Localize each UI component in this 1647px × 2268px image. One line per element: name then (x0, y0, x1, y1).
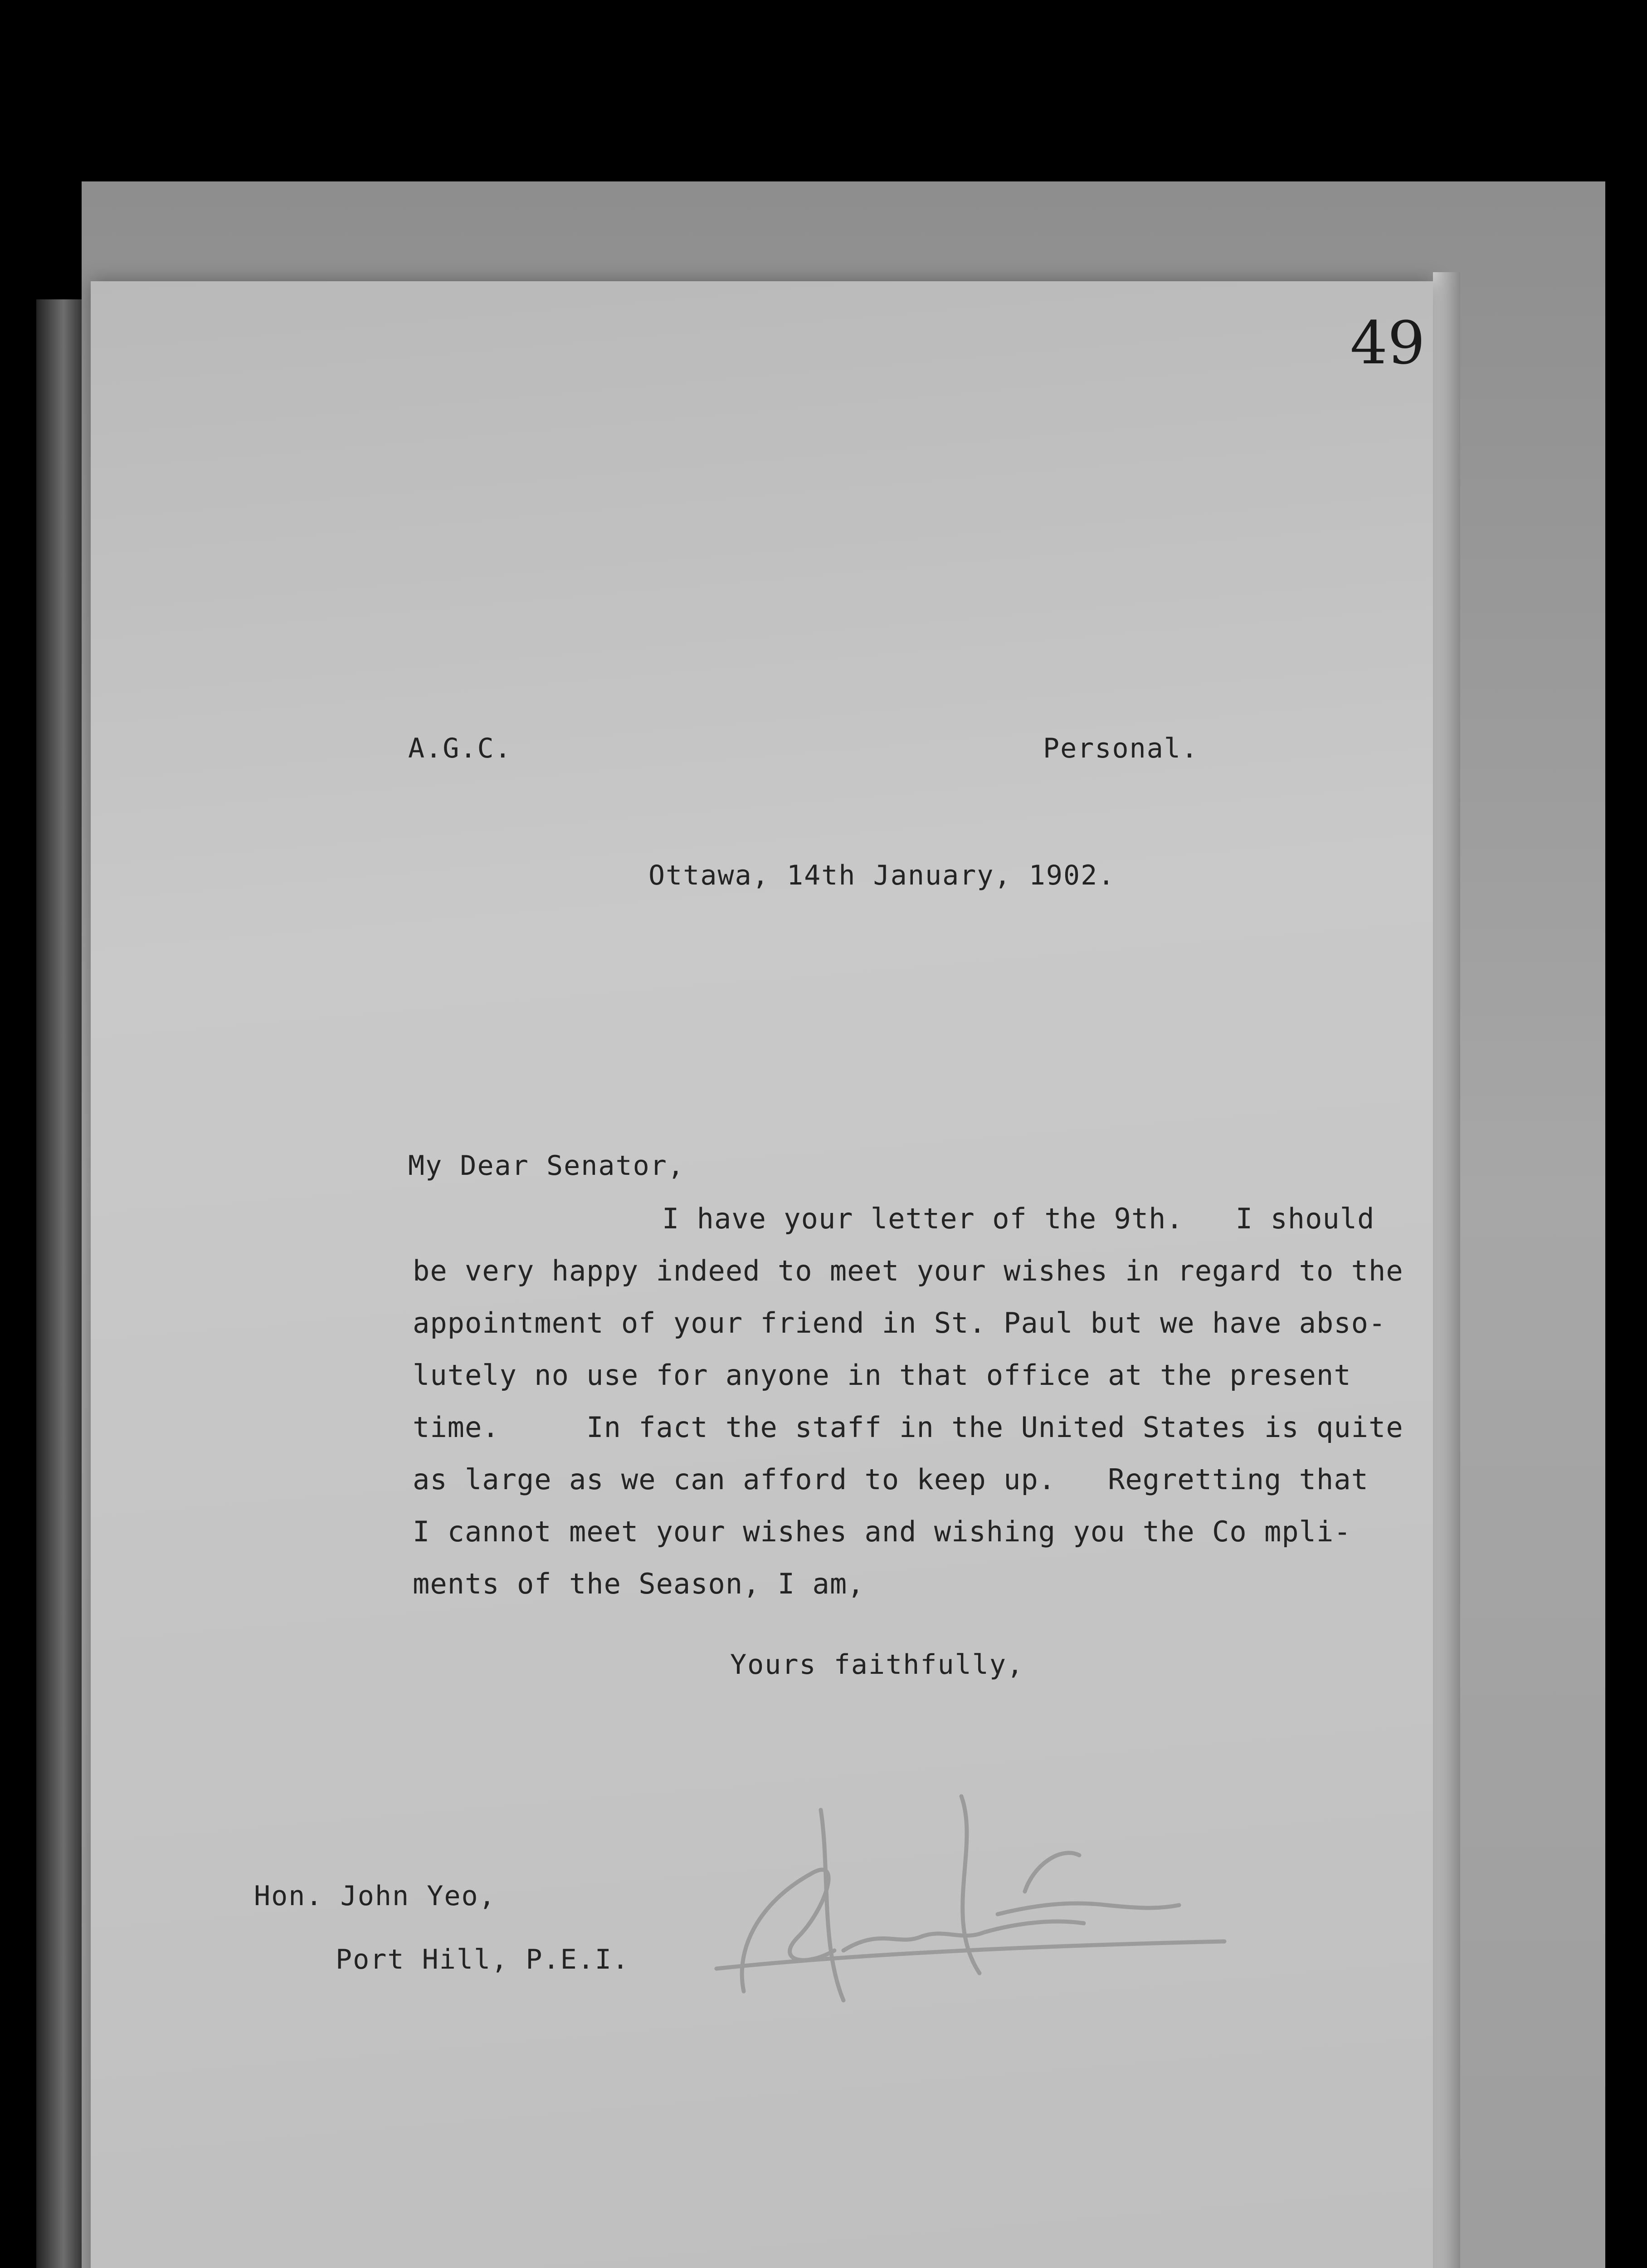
body-line: be very happy indeed to meet your wishes in regard to the (413, 1254, 1403, 1287)
reference-initials: A.G.C. (408, 733, 512, 764)
body-line: I cannot meet your wishes and wishing you the Co mpli- (413, 1515, 1351, 1548)
addressee-place: Port Hill, P.E.I. (336, 1944, 630, 1975)
body-line: as large as we can afford to keep up. Regretting that (413, 1463, 1369, 1496)
left-page-spine (36, 299, 82, 2268)
salutation: My Dear Senator, (408, 1150, 685, 1182)
closing: Yours faithfully, (730, 1649, 1024, 1681)
addressee-name: Hon. John Yeo, (254, 1880, 496, 1912)
body-line: I have your letter of the 9th. I should (662, 1202, 1375, 1235)
body-line: ments of the Season, I am, (413, 1567, 865, 1600)
body-line: time. In fact the staff in the United States is quite (413, 1411, 1403, 1444)
classification-label: Personal. (1043, 733, 1199, 764)
handwritten-signature (707, 1755, 1233, 2037)
body-line: appointment of your friend in St. Paul but we have abso- (413, 1306, 1386, 1339)
place-date: Ottawa, 14th January, 1902. (648, 860, 1116, 891)
page-number: 49 (1350, 308, 1425, 377)
back-page-edge (1433, 272, 1460, 2268)
body-line: lutely no use for anyone in that office at the present (413, 1359, 1351, 1392)
